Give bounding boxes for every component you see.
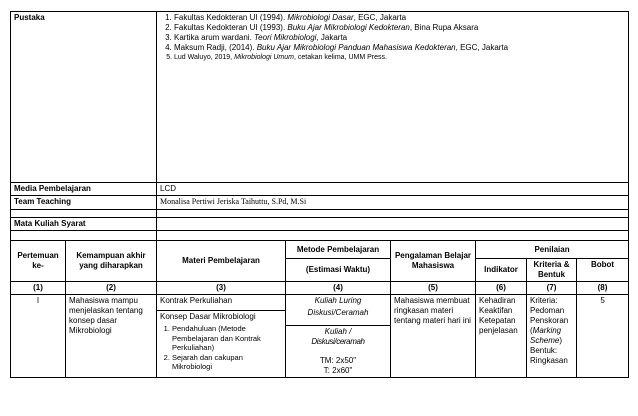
materi-list: [160, 324, 282, 372]
header-kriteria: Kriteria & Bentuk: [527, 259, 577, 282]
header-kemampuan: Kemampuan akhir yang diharapkan: [66, 241, 157, 282]
header-materi: Materi Pembelajaran: [157, 241, 286, 282]
header-indikator: Indikator: [476, 259, 527, 282]
rps-document: [10, 11, 628, 378]
syarat-row: [11, 218, 629, 231]
reference-item: 4. Maksum Radji, (2014). Buku Ajar Mikrobiologi Panduan Mahasiswa Kedokteran, EGC, Jakarta: [174, 43, 625, 53]
reference-item: 1. Fakultas Kedokteran UI (1994). Mikrobiologi Dasar, EGC, Jakarta: [174, 13, 625, 23]
reference-list: [160, 13, 625, 63]
syarat-label: Mata Kuliah Syarat: [11, 218, 157, 231]
metode-tm: TM: 2x50": [319, 356, 357, 365]
header-row: [11, 241, 629, 259]
column-number: (7): [527, 282, 577, 295]
metode-luring: Kuliah Luring Diskusi/Ceramah: [286, 295, 390, 326]
materi-konsep: [157, 311, 285, 373]
reference-item: 2. Fakultas Kedokteran UI (1993). Buku Ajar Mikrobiologi Kedokteran, Bina Rupa Aksara: [174, 23, 625, 33]
cell-kriteria: Kriteria: Pedoman Penskoran (Marking Scheme) Bentuk: Ringkasan: [527, 295, 577, 378]
header-metode: Metode Pembelajaran: [286, 241, 391, 259]
header-pengalaman: Pengalaman Belajar Mahasiswa: [391, 241, 476, 282]
cell-pengalaman: Mahasiswa membuat ringkasan materi tentang materi hari ini: [391, 295, 476, 378]
header-penilaian: Penilaian: [476, 241, 629, 259]
syarat-value: [157, 218, 629, 231]
cell-pertemuan: I: [11, 295, 66, 378]
pustaka-row: [11, 12, 629, 183]
team-value: Monalisa Pertiwi Jeriska Taihuttu, S.Pd, M.Si: [157, 196, 629, 210]
cell-bobot: 5: [577, 295, 629, 378]
cell-indikator: Kehadiran Keaktifan Ketepatan penjelasan: [476, 295, 527, 378]
pustaka-label: Pustaka: [11, 12, 157, 183]
header-pertemuan: Pertemuan ke-: [11, 241, 66, 282]
spacer-row: [11, 210, 629, 218]
column-number: (4): [286, 282, 391, 295]
column-number: (3): [157, 282, 286, 295]
team-label: Team Teaching: [11, 196, 157, 210]
metode-diskusi: Kuliah / Diskusi/ceramah TM: 2x50" T: 2x60": [286, 326, 390, 377]
media-row: [11, 183, 629, 196]
metode-t: T: 2x60": [323, 366, 353, 375]
header-estimasi: (Estimasi Waktu): [286, 259, 391, 282]
cell-kemampuan: Mahasiswa mampu menjelaskan tentang konsep dasar Mikrobiologi: [66, 295, 157, 378]
materi-kontrak: Kontrak Perkuliahan: [157, 295, 285, 311]
reference-item: 3. Kartika arum wardani. Teori Mikrobiologi, Jakarta: [174, 33, 625, 43]
cell-metode: [286, 295, 391, 378]
reference-item: 5. Lud Waluyo, 2019, Mikrobiologi Umum, cetakan kelima, UMM Press.: [174, 53, 625, 63]
pustaka-refs: [157, 12, 629, 183]
table-row: [11, 295, 629, 378]
header-bobot: Bobot: [577, 259, 629, 282]
column-number: (6): [476, 282, 527, 295]
column-number: (1): [11, 282, 66, 295]
list-item: 1. Pendahuluan (Metode Pembelajaran dan Kontrak Perkuliahan): [172, 324, 282, 353]
column-number: (2): [66, 282, 157, 295]
column-number: (5): [391, 282, 476, 295]
team-row: [11, 196, 629, 210]
materi-konsep-title: Konsep Dasar Mikrobiologi: [160, 312, 256, 321]
rps-table: [10, 11, 629, 378]
spacer-row: [11, 231, 629, 241]
column-number: (8): [577, 282, 629, 295]
cell-materi: [157, 295, 286, 378]
media-label: Media Pembelajaran: [11, 183, 157, 196]
list-item: 2. Sejarah dan cakupan Mikrobiologi: [172, 353, 282, 372]
column-number-row: [11, 282, 629, 295]
media-value: LCD: [157, 183, 629, 196]
